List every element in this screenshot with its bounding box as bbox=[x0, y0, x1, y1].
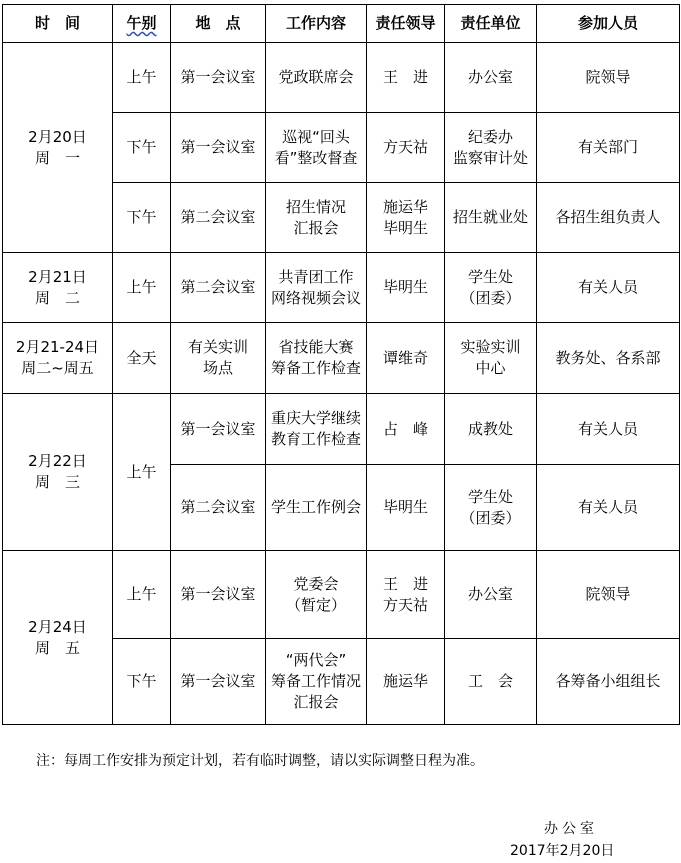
place-text: 第二会议室 bbox=[180, 498, 256, 516]
table-row bbox=[3, 323, 680, 394]
table-row bbox=[3, 43, 680, 113]
leader-text: 毕明生 bbox=[382, 278, 428, 296]
place-cell bbox=[171, 183, 266, 253]
place-cell bbox=[171, 465, 266, 551]
leader-text: 毕明生 bbox=[382, 498, 428, 516]
leader-text: 毕明生 bbox=[382, 218, 428, 237]
day-weekday: 周 三 bbox=[34, 473, 80, 491]
day-cell bbox=[3, 253, 113, 323]
unit-cell bbox=[445, 394, 537, 465]
header-people: 参加人员 bbox=[537, 5, 680, 43]
leader-text: 占 峰 bbox=[382, 419, 428, 438]
header-time: 时 间 bbox=[3, 5, 113, 43]
content-cell bbox=[266, 323, 367, 394]
people-cell bbox=[537, 113, 680, 183]
unit-text: 纪委办 bbox=[467, 127, 513, 146]
place-cell bbox=[171, 253, 266, 323]
leader-text: 王 进 bbox=[382, 574, 428, 593]
leader-text: 方天祜 bbox=[382, 138, 428, 156]
unit-text: 工 会 bbox=[467, 672, 513, 690]
unit-cell bbox=[445, 639, 537, 725]
content-text: 学生工作例会 bbox=[270, 498, 361, 516]
signature-date: 2017年2月20日 bbox=[510, 843, 615, 859]
place-text: 第一会议室 bbox=[180, 419, 256, 438]
leader-cell bbox=[367, 43, 445, 113]
noon-cell: 下午 bbox=[113, 639, 171, 725]
header-unit: 责任单位 bbox=[445, 5, 537, 43]
place-cell bbox=[171, 43, 266, 113]
noon-cell: 下午 bbox=[113, 113, 171, 183]
day-cell bbox=[3, 551, 113, 725]
leader-cell bbox=[367, 253, 445, 323]
people-cell bbox=[537, 639, 680, 725]
leader-text: 施运华 bbox=[382, 672, 428, 690]
day-date: 2月24日 bbox=[28, 617, 87, 636]
people-cell bbox=[537, 323, 680, 394]
people-text: 有关人员 bbox=[577, 419, 638, 438]
leader-cell bbox=[367, 183, 445, 253]
day-weekday: 周 一 bbox=[34, 148, 80, 167]
day-weekday: 周 五 bbox=[34, 638, 80, 657]
leader-cell bbox=[367, 465, 445, 551]
place-text: 有关实训 bbox=[187, 338, 248, 356]
noon-cell: 全天 bbox=[113, 323, 171, 394]
place-text: 第二会议室 bbox=[180, 208, 256, 226]
unit-cell bbox=[445, 253, 537, 323]
content-text: 重庆大学继续 bbox=[270, 409, 361, 427]
schedule-table bbox=[2, 4, 680, 725]
place-cell bbox=[171, 394, 266, 465]
leader-cell bbox=[367, 323, 445, 394]
place-text: 第一会议室 bbox=[180, 585, 256, 603]
people-cell bbox=[537, 551, 680, 639]
content-text: 党委会 bbox=[293, 574, 339, 593]
unit-cell bbox=[445, 465, 537, 551]
people-text: 院领导 bbox=[585, 68, 631, 86]
day-date: 2月21-24日 bbox=[15, 338, 100, 356]
content-cell bbox=[266, 183, 367, 253]
leader-text: 谭维奇 bbox=[382, 348, 428, 367]
noon-cell: 上午 bbox=[113, 253, 171, 323]
day-weekday: 周二~周五 bbox=[21, 359, 94, 377]
people-text: 有关人员 bbox=[577, 498, 638, 516]
content-text: 共青团工作 bbox=[278, 267, 354, 286]
table-row bbox=[3, 394, 680, 465]
day-date: 2月22日 bbox=[28, 452, 87, 470]
content-cell bbox=[266, 394, 367, 465]
unit-cell bbox=[445, 113, 537, 183]
noon-cell: 上午 bbox=[113, 43, 171, 113]
unit-text: 办公室 bbox=[467, 68, 513, 86]
unit-text: 监察审计处 bbox=[452, 148, 528, 167]
content-text: 网络视频会议 bbox=[270, 288, 361, 307]
content-cell bbox=[266, 43, 367, 113]
table-row bbox=[3, 253, 680, 323]
content-text: 汇报会 bbox=[293, 218, 339, 237]
day-weekday: 周 二 bbox=[34, 288, 80, 307]
people-text: 院领导 bbox=[585, 585, 631, 603]
unit-text: 办公室 bbox=[467, 585, 513, 603]
noon-cell: 下午 bbox=[113, 183, 171, 253]
content-text: 看”整改督查 bbox=[274, 148, 358, 167]
header-noon-label: 午别 bbox=[126, 14, 157, 32]
place-cell bbox=[171, 113, 266, 183]
unit-cell bbox=[445, 323, 537, 394]
unit-text: 学生处 bbox=[467, 267, 513, 286]
people-cell bbox=[537, 253, 680, 323]
unit-text: （团委） bbox=[460, 508, 521, 527]
noon-cell: 上午 bbox=[113, 551, 171, 639]
day-cell bbox=[3, 43, 113, 253]
people-text: 有关人员 bbox=[577, 278, 638, 296]
leader-cell bbox=[367, 551, 445, 639]
people-text: 各筹备小组组长 bbox=[555, 672, 661, 690]
day-date: 2月21日 bbox=[28, 267, 87, 286]
footnote: 注：每周工作安排为预定计划，若有临时调整，请以实际调整日程为准。 bbox=[36, 753, 484, 769]
people-text: 教务处、各系部 bbox=[555, 348, 661, 367]
leader-text: 施运华 bbox=[382, 197, 428, 216]
unit-cell bbox=[445, 43, 537, 113]
place-text: 第一会议室 bbox=[180, 138, 256, 156]
content-text: 巡视“回头 bbox=[282, 127, 350, 146]
people-text: 各招生组负责人 bbox=[555, 208, 661, 226]
content-text: （暂定） bbox=[285, 595, 346, 614]
content-text: 党政联席会 bbox=[278, 68, 354, 86]
leader-cell bbox=[367, 394, 445, 465]
content-text: 汇报会 bbox=[293, 693, 339, 711]
content-cell bbox=[266, 551, 367, 639]
unit-text: 实验实训 bbox=[460, 338, 521, 356]
day-cell bbox=[3, 394, 113, 551]
header-row bbox=[3, 5, 680, 43]
day-date: 2月20日 bbox=[28, 127, 87, 146]
leader-cell bbox=[367, 639, 445, 725]
people-cell bbox=[537, 43, 680, 113]
unit-text: 学生处 bbox=[467, 487, 513, 506]
content-cell bbox=[266, 465, 367, 551]
place-text: 第二会议室 bbox=[180, 278, 256, 296]
people-cell bbox=[537, 394, 680, 465]
people-cell bbox=[537, 465, 680, 551]
signature-org: 办公室 bbox=[544, 821, 598, 837]
header-leader: 责任领导 bbox=[367, 5, 445, 43]
place-text: 第一会议室 bbox=[180, 672, 256, 690]
content-cell bbox=[266, 113, 367, 183]
place-text: 第一会议室 bbox=[180, 68, 256, 86]
unit-cell bbox=[445, 551, 537, 639]
unit-text: 招生就业处 bbox=[452, 208, 528, 226]
header-content: 工作内容 bbox=[266, 5, 367, 43]
people-cell bbox=[537, 183, 680, 253]
place-cell bbox=[171, 639, 266, 725]
unit-cell bbox=[445, 183, 537, 253]
leader-text: 王 进 bbox=[382, 68, 428, 86]
noon-cell: 上午 bbox=[113, 394, 171, 551]
content-text: 筹备工作情况 bbox=[270, 672, 361, 690]
header-place: 地 点 bbox=[171, 5, 266, 43]
unit-text: 成教处 bbox=[467, 419, 513, 438]
content-text: “两代会” bbox=[285, 651, 347, 669]
content-text: 教育工作检查 bbox=[270, 430, 361, 448]
content-cell bbox=[266, 253, 367, 323]
people-text: 有关部门 bbox=[577, 138, 638, 156]
content-text: 筹备工作检查 bbox=[270, 359, 361, 377]
content-text: 招生情况 bbox=[285, 197, 346, 216]
header-noon bbox=[113, 5, 171, 43]
unit-text: 中心 bbox=[475, 359, 506, 377]
unit-text: （团委） bbox=[460, 288, 521, 307]
day-cell bbox=[3, 323, 113, 394]
place-cell bbox=[171, 551, 266, 639]
leader-text: 方天祜 bbox=[382, 595, 428, 614]
table-row bbox=[3, 551, 680, 639]
content-text: 省技能大赛 bbox=[278, 338, 354, 356]
content-cell bbox=[266, 639, 367, 725]
place-text: 场点 bbox=[202, 359, 233, 377]
place-cell bbox=[171, 323, 266, 394]
leader-cell bbox=[367, 113, 445, 183]
